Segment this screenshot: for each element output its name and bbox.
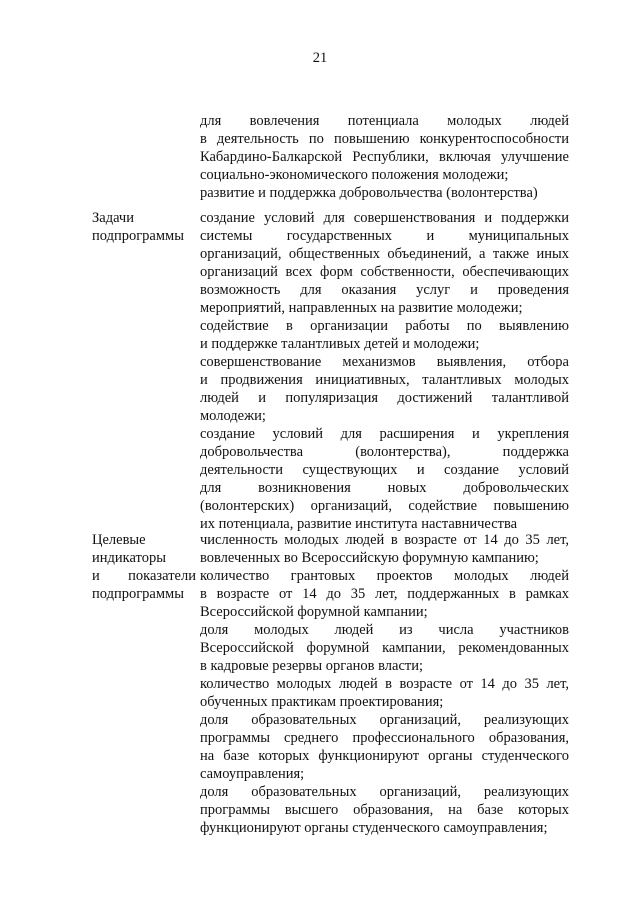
tasks-line: возможность для оказания услуг и проведения [200, 282, 569, 298]
indicators-label-line: Целевые [92, 532, 146, 548]
indicators-line: количество молодых людей в возрасте от 14 до 35 лет, [200, 676, 569, 692]
page-number: 21 [312, 50, 328, 66]
tasks-line: мероприятий, направленных на развитие молодежи; [200, 300, 523, 316]
tasks-line: их потенциала, развитие института наставничества [200, 516, 518, 532]
intro-line: развитие и поддержка добровольчества (волонтерства) [200, 185, 538, 201]
tasks-line: для возникновения новых добровольческих [200, 480, 569, 496]
intro-line: для вовлечения потенциала молодых людей [200, 113, 569, 129]
indicators-line: самоуправления; [200, 766, 305, 782]
tasks-line: молодежи; [200, 408, 266, 424]
tasks-line: организаций всех форм собственности, обеспечивающих [200, 264, 569, 280]
indicators-line: на базе которых функционируют органы студенческого [200, 748, 569, 764]
tasks-line: организаций, общественных объединений, а также иных [200, 246, 569, 262]
indicators-line: Всероссийской форумной кампании, рекомендованных [200, 640, 569, 656]
indicators-label-line: и показатели [92, 568, 196, 584]
intro-line: социально-экономического положения молодежи; [200, 167, 509, 183]
tasks-line: деятельности существующих и создание условий [200, 462, 569, 478]
indicators-line: доля образовательных организаций, реализующих [200, 784, 569, 800]
tasks-label [92, 209, 196, 245]
indicators-line: Всероссийской форумной кампании; [200, 604, 428, 620]
tasks-line: совершенствование механизмов выявления, отбора [200, 354, 569, 370]
indicators-text [200, 531, 569, 837]
indicators-label-line: индикаторы [92, 550, 166, 566]
tasks-label-line: Задачи [92, 210, 134, 226]
intro-line: в деятельность по повышению конкурентоспособности [200, 131, 569, 147]
tasks-text [200, 209, 569, 533]
indicators-line: вовлеченных во Всероссийскую форумную кампанию; [200, 550, 539, 566]
tasks-line: людей и популяризация достижений талантливой [200, 390, 569, 406]
indicators-line: в кадровые резервы органов власти; [200, 658, 424, 674]
indicators-line: в возрасте от 14 до 35 лет, поддержанных в рамках [200, 586, 569, 602]
indicators-line: обученных практикам проектирования; [200, 694, 444, 710]
indicators-line: численность молодых людей в возрасте от 14 до 35 лет, [200, 532, 569, 548]
tasks-label-line: подпрограммы [92, 228, 184, 244]
tasks-line: содействие в организации работы по выявлению [200, 318, 569, 334]
tasks-line: и поддержке талантливых детей и молодежи; [200, 336, 480, 352]
indicators-line: функционируют органы студенческого самоуправления; [200, 820, 548, 836]
tasks-line: (волонтерских) организаций, содействие повышению [200, 498, 569, 514]
tasks-line: добровольчества (волонтерства), поддержка [200, 444, 569, 460]
indicators-line: доля молодых людей из числа участников [200, 622, 569, 638]
tasks-line: создание условий для расширения и укрепления [200, 426, 569, 442]
indicators-label-line: подпрограммы [92, 586, 184, 602]
intro-text [200, 112, 569, 202]
tasks-line: и продвижения инициативных, талантливых молодых [200, 372, 569, 388]
indicators-line: программы среднего профессионального образования, [200, 730, 569, 746]
tasks-line: системы государственных и муниципальных [200, 228, 569, 244]
indicators-line: количество грантовых проектов молодых людей [200, 568, 569, 584]
intro-line: Кабардино-Балкарской Республики, включая улучшение [200, 149, 569, 165]
indicators-line: программы высшего образования, на базе которых [200, 802, 569, 818]
indicators-line: доля образовательных организаций, реализующих [200, 712, 569, 728]
indicators-label [92, 531, 196, 603]
tasks-line: создание условий для совершенствования и поддержки [200, 210, 569, 226]
